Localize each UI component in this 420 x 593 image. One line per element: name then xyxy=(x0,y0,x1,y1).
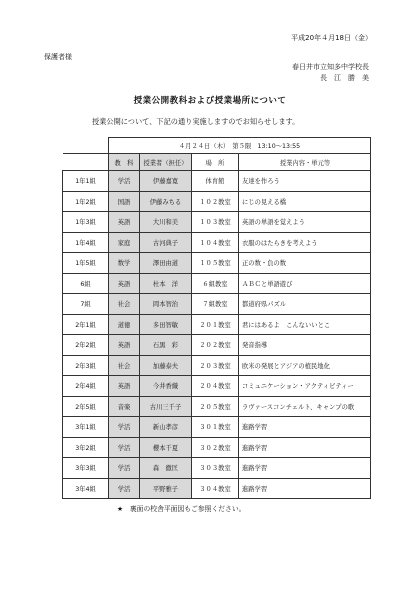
sender-school: 春日井市立知多中学校長 xyxy=(292,63,369,71)
intro-text: 授業公開について、下記の通り実施しますのでお知らせします。 xyxy=(92,117,300,126)
row-content-cell: 正の数・負の数 xyxy=(239,253,371,274)
row-content-cell: 友達を作ろう xyxy=(239,171,371,192)
row-place-cell: １０２教室 xyxy=(192,191,239,212)
row-subject-cell: 学活 xyxy=(109,437,140,458)
row-content-cell: ラヴァースコンチェルト、キャンプの歌 xyxy=(239,396,371,417)
row-place-cell: ３０３教室 xyxy=(192,458,239,479)
row-teacher-cell: 多田智敏 xyxy=(140,314,192,335)
table-row xyxy=(63,314,371,335)
row-subject-cell: 道徳 xyxy=(109,314,140,335)
row-subject-cell: 家庭 xyxy=(109,232,140,253)
row-subject-cell: 英語 xyxy=(109,273,140,294)
row-class-cell: 1年1組 xyxy=(63,171,109,192)
footnote: ★ 裏面の校舎平面図もご参照ください。 xyxy=(117,505,246,513)
row-subject-cell: 英語 xyxy=(109,376,140,397)
table-row xyxy=(63,273,371,294)
row-content-cell: 発音指導 xyxy=(239,335,371,356)
row-subject-cell: 英語 xyxy=(109,335,140,356)
row-content-cell: 衣服のはたらきを考えよう xyxy=(239,232,371,253)
row-subject-cell: 社会 xyxy=(109,294,140,315)
row-place-cell: ３０１教室 xyxy=(192,417,239,438)
row-content-cell: 進路学習 xyxy=(239,437,371,458)
column-header-class xyxy=(63,154,109,171)
row-place-cell: ２０３教室 xyxy=(192,355,239,376)
row-class-cell: 3年1組 xyxy=(63,417,109,438)
table-row xyxy=(63,294,371,315)
row-content-cell: ＡＢＣと単語遊び xyxy=(239,273,371,294)
row-subject-cell: 学活 xyxy=(109,478,140,499)
row-teacher-cell: 杜本 洋 xyxy=(140,273,192,294)
row-class-cell: 2年2組 xyxy=(63,335,109,356)
table-row xyxy=(63,437,371,458)
row-place-cell: ２０４教室 xyxy=(192,376,239,397)
row-content-cell: 欧米の発展とアジアの植民地化 xyxy=(239,355,371,376)
row-teacher-cell: 櫻本千夏 xyxy=(140,437,192,458)
row-content-cell: 進路学習 xyxy=(239,417,371,438)
row-subject-cell: 社会 xyxy=(109,355,140,376)
row-subject-cell: 国語 xyxy=(109,191,140,212)
row-class-cell: 3年3組 xyxy=(63,458,109,479)
row-class-cell: 2年3組 xyxy=(63,355,109,376)
table-row xyxy=(63,212,371,233)
row-teacher-cell: 石黒 彩 xyxy=(140,335,192,356)
row-place-cell: ２０２教室 xyxy=(192,335,239,356)
row-class-cell: 2年1組 xyxy=(63,314,109,335)
row-place-cell: １０５教室 xyxy=(192,253,239,274)
row-subject-cell: 音楽 xyxy=(109,396,140,417)
table-row xyxy=(63,335,371,356)
table-row xyxy=(63,171,371,192)
row-content-cell: 英語の単語を覚えよう xyxy=(239,212,371,233)
row-teacher-cell: 今井香織 xyxy=(140,376,192,397)
table-row xyxy=(63,478,371,499)
row-subject-cell: 数学 xyxy=(109,253,140,274)
table-row xyxy=(63,417,371,438)
row-place-cell: 体育館 xyxy=(192,171,239,192)
row-content-cell: 進路学習 xyxy=(239,478,371,499)
table-row xyxy=(63,253,371,274)
row-teacher-cell: 加藤泰夫 xyxy=(140,355,192,376)
sender-block xyxy=(292,62,369,84)
column-header-content: 授業内容・単元等 xyxy=(239,154,371,171)
row-teacher-cell: 平野雅子 xyxy=(140,478,192,499)
row-content-cell: コミュニケーション・アクティビティー xyxy=(239,376,371,397)
table-row xyxy=(63,232,371,253)
row-subject-cell: 学活 xyxy=(109,171,140,192)
row-class-cell: 1年3組 xyxy=(63,212,109,233)
sender-name: 長 江 勝 美 xyxy=(320,74,369,82)
row-place-cell: １０３教室 xyxy=(192,212,239,233)
letter-date: 平成20年４月18日（金） xyxy=(291,34,372,42)
row-teacher-cell: 伊藤嘉寛 xyxy=(140,171,192,192)
row-teacher-cell: 大川和美 xyxy=(140,212,192,233)
row-content-cell: 進路学習 xyxy=(239,458,371,479)
row-class-cell: 7組 xyxy=(63,294,109,315)
column-header-row xyxy=(63,154,371,171)
row-teacher-cell: 古川三千子 xyxy=(140,396,192,417)
row-class-cell: 2年4組 xyxy=(63,376,109,397)
row-class-cell: 1年4組 xyxy=(63,232,109,253)
schedule-header: ４月２４日（木） 第５限 13:10～13:55 xyxy=(109,138,371,154)
column-header-teacher: 授業者（担任） xyxy=(140,154,192,171)
header-blank-cell xyxy=(63,138,109,154)
document-title: 授業公開教科および授業場所について xyxy=(133,96,287,106)
schedule-table xyxy=(62,137,371,499)
row-teacher-cell: 新山孝彦 xyxy=(140,417,192,438)
row-teacher-cell: 伊藤みちる xyxy=(140,191,192,212)
row-content-cell: にじの見える橋 xyxy=(239,191,371,212)
row-content-cell: 君にはあるよ こんないいとこ xyxy=(239,314,371,335)
table-row xyxy=(63,458,371,479)
table-row xyxy=(63,355,371,376)
row-teacher-cell: 岡本智治 xyxy=(140,294,192,315)
row-class-cell: 1年2組 xyxy=(63,191,109,212)
table-header-row xyxy=(63,138,371,154)
table-row xyxy=(63,191,371,212)
row-subject-cell: 英語 xyxy=(109,212,140,233)
row-class-cell: 3年4組 xyxy=(63,478,109,499)
row-place-cell: ２０１教室 xyxy=(192,314,239,335)
row-place-cell: ３０４教室 xyxy=(192,478,239,499)
row-class-cell: 6組 xyxy=(63,273,109,294)
row-subject-cell: 学活 xyxy=(109,417,140,438)
column-header-place: 場 所 xyxy=(192,154,239,171)
row-subject-cell: 学活 xyxy=(109,458,140,479)
row-place-cell: １０４教室 xyxy=(192,232,239,253)
row-place-cell: ６組教室 xyxy=(192,273,239,294)
row-class-cell: 2年5組 xyxy=(63,396,109,417)
row-teacher-cell: 澤田由道 xyxy=(140,253,192,274)
row-place-cell: ３０２教室 xyxy=(192,437,239,458)
row-place-cell: ２０５教室 xyxy=(192,396,239,417)
table-row xyxy=(63,376,371,397)
row-teacher-cell: 森 徹匡 xyxy=(140,458,192,479)
row-teacher-cell: 古河典子 xyxy=(140,232,192,253)
row-content-cell: 都道府県パズル xyxy=(239,294,371,315)
row-place-cell: ７組教室 xyxy=(192,294,239,315)
row-class-cell: 1年5組 xyxy=(63,253,109,274)
column-header-subject: 教 科 xyxy=(109,154,140,171)
recipient: 保護者様 xyxy=(44,53,72,61)
table-row xyxy=(63,396,371,417)
row-class-cell: 3年2組 xyxy=(63,437,109,458)
